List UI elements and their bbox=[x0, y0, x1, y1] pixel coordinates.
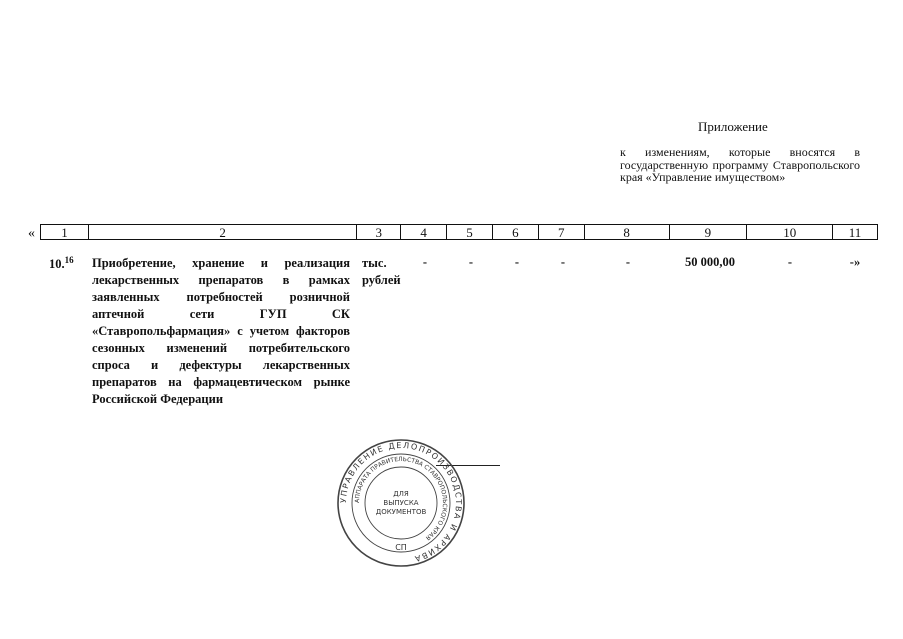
header-col-6: 6 bbox=[493, 225, 539, 239]
header-col-5: 5 bbox=[447, 225, 493, 239]
row-description: Приобретение, хранение и реализация лекарственных препаратов в рамках заявленных потребностей розничной аптечной сети ГУП СК «Ставропольфармация» с учетом факторов сезонных изменений потребительского спроса и дефектуры лекарственных препаратов на фармацевтическом рынке Российской Федерации bbox=[92, 256, 350, 406]
row-col-10: - bbox=[787, 255, 793, 269]
row-col-7: - bbox=[560, 255, 566, 269]
header-col-2: 2 bbox=[89, 225, 357, 239]
table-header-row bbox=[40, 224, 878, 240]
stamp-outer-text: УПРАВЛЕНИЕ ДЕЛОПРОИЗВОДСТВА И АРХИВА bbox=[338, 440, 464, 564]
row-col-4: - bbox=[422, 255, 428, 269]
row-col-9: 50 000,00 bbox=[685, 255, 735, 269]
header-col-8: 8 bbox=[585, 225, 670, 239]
row-col-8: - bbox=[625, 255, 631, 269]
stamp-bottom-text: СП bbox=[395, 543, 407, 552]
header-col-4: 4 bbox=[401, 225, 447, 239]
stamp-inner-text: АППАРАТА ПРАВИТЕЛЬСТВА СТАВРОПОЛЬСКОГО КРАЯ bbox=[353, 455, 449, 542]
official-stamp-seal bbox=[336, 438, 466, 568]
row-col-6: - bbox=[514, 255, 520, 269]
table-open-quote: « bbox=[28, 226, 35, 241]
header-col-10: 10 bbox=[747, 225, 833, 239]
stamp-center-line-3: ДОКУМЕНТОВ bbox=[375, 508, 427, 516]
row-number-sup: 16 bbox=[64, 255, 74, 265]
header-col-7: 7 bbox=[539, 225, 585, 239]
stamp-center-line-1: ДЛЯ bbox=[393, 490, 409, 498]
row-col-5: - bbox=[468, 255, 474, 269]
header-col-3: 3 bbox=[357, 225, 401, 239]
row-number bbox=[49, 255, 74, 272]
row-col-11: -» bbox=[849, 255, 861, 269]
header-col-11: 11 bbox=[848, 225, 862, 240]
row-number-main: 10. bbox=[49, 257, 65, 272]
appendix-title: Приложение bbox=[698, 119, 768, 134]
stamp-center-line-2: ВЫПУСКА bbox=[383, 499, 419, 507]
header-col-9: 9 bbox=[670, 225, 748, 239]
appendix-text: к изменениям, которые вносятся в государственную программу Ставропольского края «Управление имуществом» bbox=[620, 145, 860, 184]
header-col-1: 1 bbox=[41, 225, 89, 239]
row-unit: тыс. рублей bbox=[362, 256, 401, 287]
